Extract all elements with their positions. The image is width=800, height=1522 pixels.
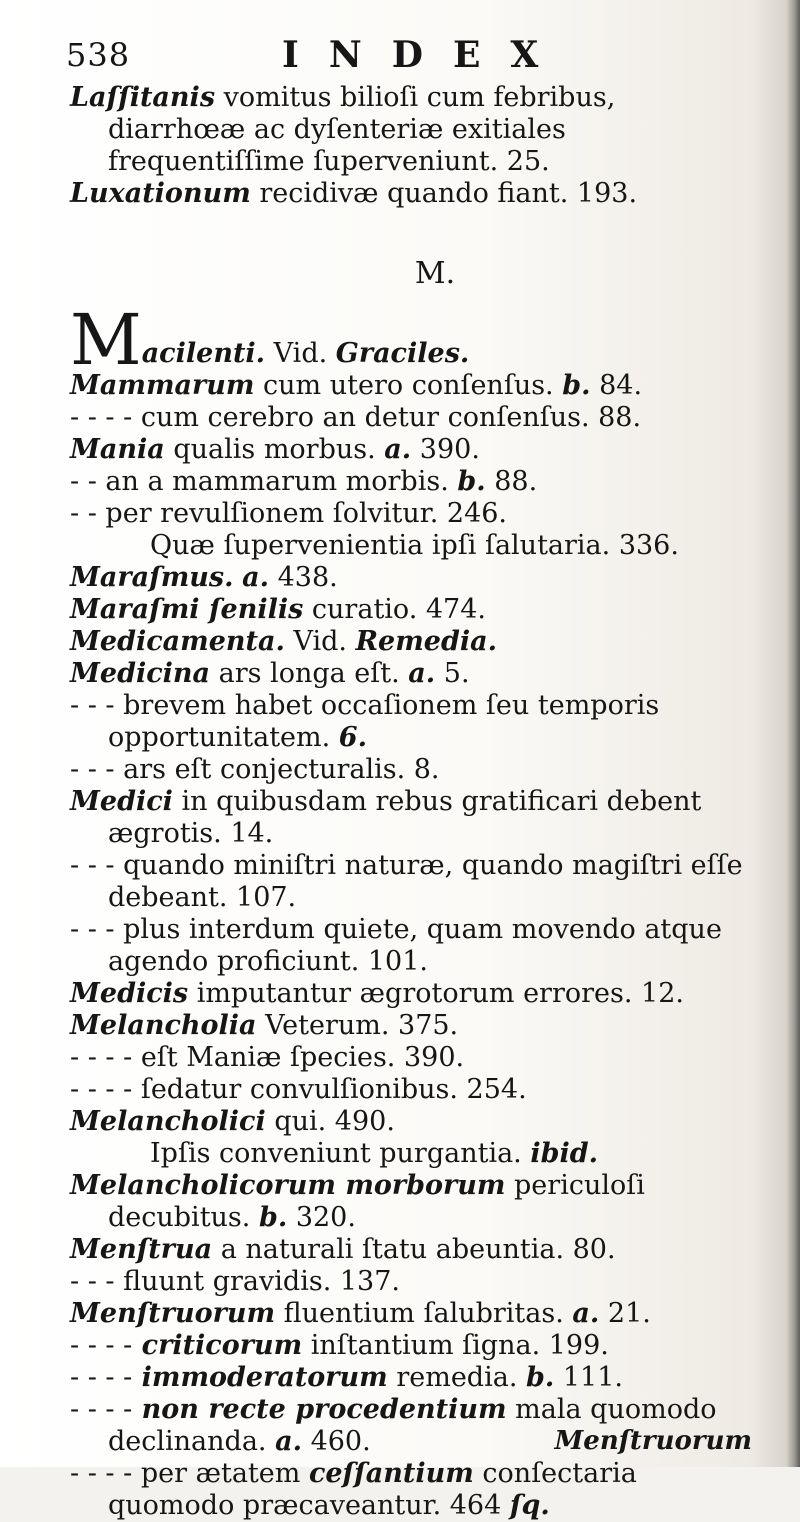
index-entry: Medicina ars longa eſt. a. 5. xyxy=(70,658,470,689)
catchword: Menſtruorum xyxy=(554,1426,752,1456)
index-entry: Menſtrua a naturali ſtatu abeuntia. 80. xyxy=(70,1234,616,1265)
index-subentry: - - - - eſt Maniæ ſpecies. 390. xyxy=(70,1042,465,1073)
index-subentry: - - - fluunt gravidis. 137. xyxy=(70,1266,400,1297)
index-note: Quæ ſupervenientia ipſi ſalutaria. 336. xyxy=(150,530,679,561)
index-subentry: - - - - ſedatur convulſionibus. 254. xyxy=(70,1074,527,1105)
index-entry: Melancholici qui. 490. xyxy=(70,1106,395,1137)
index-entry: Melancholicorum morborum periculoſi decubitus. b. 320. xyxy=(70,1170,645,1233)
index-entry: Luxationum recidivæ quando fiant. 193. xyxy=(70,178,638,209)
index-subentry: - - per revulſionem ſolvitur. 246. xyxy=(70,498,508,529)
index-entry: Medici in quibusdam rebus gratificari debent ægrotis. 14. xyxy=(70,786,702,849)
index-subentry: - - - ars eſt conjecturalis. 8. xyxy=(70,754,440,785)
page-edge-shadow xyxy=(786,0,800,1467)
section-heading: M. xyxy=(414,256,456,291)
drop-capital: M xyxy=(70,299,142,381)
index-subentry: - - - plus interdum quiete, quam movendo atque agendo proficiunt. 101. xyxy=(70,914,722,977)
index-entry: Macilenti. Vid. Graciles. xyxy=(70,299,470,381)
index-subentry: - - - - cum cerebro an detur conſenſus. 88. xyxy=(70,402,642,433)
index-entry: Menſtruorum fluentium ſalubritas. a. 21. xyxy=(70,1298,651,1329)
index-entry: Mania qualis morbus. a. 390. xyxy=(70,434,480,465)
index-subentry: - - - brevem habet occaſionem ſeu temporis opportunitatem. 6. xyxy=(70,690,660,753)
index-subentry: - - - - non recte procedentium mala quomodo declinanda. a. 460. xyxy=(70,1394,717,1457)
index-entry: Laſſitanis vomitus bilioſi cum febribus, diarrhœæ ac dyſenteriæ exitiales frequentiſſime ſuperveniunt. 25. xyxy=(70,82,616,177)
index-entry: Maraſmus. a. 438. xyxy=(70,562,338,593)
index-entry: Medicamenta. Vid. Remedia. xyxy=(70,626,497,657)
index-subentry: - - - quando miniſtri naturæ, quando magiſtri eſſe debeant. 107. xyxy=(70,850,743,913)
running-title: INDEX xyxy=(282,34,569,76)
page-number: 538 xyxy=(66,36,131,74)
index-entry: Medicis imputantur ægrotorum errores. 12. xyxy=(70,978,684,1009)
index-entry: Mammarum cum utero conſenſus. b. 84. xyxy=(70,370,643,401)
index-subentry: - - an a mammarum morbis. b. 88. xyxy=(70,466,538,497)
index-subentry: - - - - criticorum inſtantium ſigna. 199. xyxy=(70,1330,609,1361)
index-note: Ipſis conveniunt purgantia. ibid. xyxy=(150,1138,599,1169)
index-entry: Maraſmi ſenilis curatio. 474. xyxy=(70,594,486,625)
index-subentry: - - - - immoderatorum remedia. b. 111. xyxy=(70,1362,623,1393)
index-entry: Melancholia Veterum. 375. xyxy=(70,1010,459,1041)
index-subentry: - - - - per ætatem ceſſantium conſectaria quomodo præcaveantur. 464 ſq. xyxy=(70,1458,637,1521)
index-entries xyxy=(70,82,760,1522)
